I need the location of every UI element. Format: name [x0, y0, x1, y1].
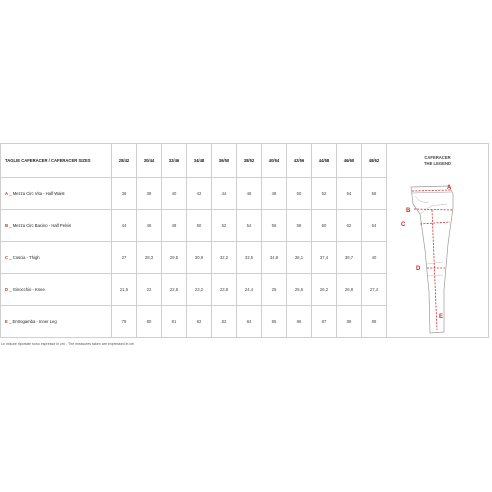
row-letter: E — [5, 319, 8, 324]
table-cell: 40 — [162, 178, 187, 210]
thigh-guide — [420, 222, 450, 224]
table-cell: 26,2 — [312, 274, 337, 306]
legend-title — [387, 144, 488, 166]
row-label-text: _ Ginocchio - Knee — [9, 287, 45, 292]
row-label-text: _ Mezza Circ Vita - Half Waist — [9, 191, 65, 196]
size-header: 30/44 — [137, 144, 162, 178]
table-cell: 56 — [262, 210, 287, 242]
table-cell: 56 — [362, 178, 387, 210]
legend-marker-e: E — [439, 314, 444, 320]
size-header: 40/54 — [262, 144, 287, 178]
table-cell: 26,8 — [337, 274, 362, 306]
legend-marker-c: C — [401, 222, 406, 228]
table-cell: 34,8 — [262, 242, 287, 274]
row-label-text: _ Mezza Circ Bacino - Half Pelvis — [9, 223, 72, 228]
row-label-text: _ Coscia - Thigh — [9, 255, 40, 260]
legend-marker-b: B — [406, 208, 411, 214]
table-cell: 84 — [237, 306, 262, 338]
row-label — [1, 178, 112, 210]
table-cell: 46 — [237, 178, 262, 210]
table-cell: 29,5 — [162, 242, 187, 274]
table-cell: 64 — [362, 210, 387, 242]
table-cell: 22,6 — [162, 274, 187, 306]
waist-guide — [412, 190, 451, 191]
table-label-header: TAGLIE CAFERACER / CAFERACER SIZES — [1, 144, 112, 178]
table-cell: 21,5 — [112, 274, 137, 306]
table-cell: 48 — [262, 178, 287, 210]
table-cell: 27 — [112, 242, 137, 274]
size-chart — [0, 143, 492, 346]
table-cell: 28,3 — [137, 242, 162, 274]
table-cell: 54 — [337, 178, 362, 210]
table-cell: 40 — [362, 242, 387, 274]
table-cell: 50 — [287, 178, 312, 210]
legend-marker-a: A — [447, 185, 452, 191]
table-cell: 23,8 — [212, 274, 237, 306]
table-cell: 85 — [262, 306, 287, 338]
table-cell: 46 — [137, 210, 162, 242]
table-cell: 86 — [287, 306, 312, 338]
row-letter: C — [5, 255, 9, 260]
inner-leg-guide — [432, 210, 437, 330]
table-cell: 25 — [262, 274, 287, 306]
row-label — [1, 306, 112, 338]
table-cell: 37,4 — [312, 242, 337, 274]
table-cell: 24,4 — [237, 274, 262, 306]
table-cell: 89 — [362, 306, 387, 338]
row-letter: B — [5, 223, 9, 228]
table-cell: 88 — [337, 306, 362, 338]
table-cell: 44 — [112, 210, 137, 242]
legend-title-brand: CAFERACER — [424, 155, 451, 160]
table-cell: 50 — [187, 210, 212, 242]
size-header: 46/60 — [337, 144, 362, 178]
table-cell: 25,6 — [287, 274, 312, 306]
trousers-outline — [411, 186, 453, 333]
table-cell: 83 — [212, 306, 237, 338]
table-cell: 52 — [312, 178, 337, 210]
legend-marker-d: D — [416, 266, 421, 272]
size-header: 38/52 — [237, 144, 262, 178]
table-cell: 22 — [137, 274, 162, 306]
table-cell: 27,4 — [362, 274, 387, 306]
trousers-waistband — [412, 192, 451, 193]
size-header: 44/58 — [312, 144, 337, 178]
size-table — [0, 143, 489, 338]
table-cell: 33,5 — [237, 242, 262, 274]
table-cell: 48 — [162, 210, 187, 242]
table-cell: 62 — [337, 210, 362, 242]
row-letter: D — [5, 287, 9, 292]
table-cell: 32,2 — [212, 242, 237, 274]
table-cell: 54 — [237, 210, 262, 242]
table-cell: 38,7 — [337, 242, 362, 274]
pelvis-guide — [414, 209, 453, 210]
footnote: Le misure riportate sono espresse in cm - The measures taken are expressed in cm — [1, 342, 135, 346]
table-cell: 87 — [312, 306, 337, 338]
table-cell: 79 — [112, 306, 137, 338]
table-cell: 23,2 — [187, 274, 212, 306]
size-header: 32/46 — [162, 144, 187, 178]
size-header: 28/42 — [112, 144, 137, 178]
table-cell: 52 — [212, 210, 237, 242]
row-label — [1, 274, 112, 306]
trousers-pocket — [415, 196, 429, 202]
size-header: 36/50 — [212, 144, 237, 178]
row-label-text: _ Entrogamba - Inner Leg — [8, 319, 57, 324]
legend-title-model: THE LEGEND — [424, 160, 451, 166]
table-cell: 60 — [312, 210, 337, 242]
header-row — [1, 144, 489, 178]
size-header: 34/48 — [187, 144, 212, 178]
table-cell: 82 — [187, 306, 212, 338]
table-cell: 44 — [212, 178, 237, 210]
table-cell: 38 — [137, 178, 162, 210]
table-cell: 36,1 — [287, 242, 312, 274]
size-header: 42/56 — [287, 144, 312, 178]
table-cell: 58 — [287, 210, 312, 242]
trousers-diagram — [387, 184, 489, 339]
size-header: 48/62 — [362, 144, 387, 178]
table-cell: 80 — [137, 306, 162, 338]
table-cell: 81 — [162, 306, 187, 338]
table-cell: 36 — [112, 178, 137, 210]
legend-panel — [387, 144, 489, 338]
row-letter: A — [5, 191, 9, 196]
row-label — [1, 210, 112, 242]
table-cell: 42 — [187, 178, 212, 210]
row-label — [1, 242, 112, 274]
table-cell: 30,9 — [187, 242, 212, 274]
